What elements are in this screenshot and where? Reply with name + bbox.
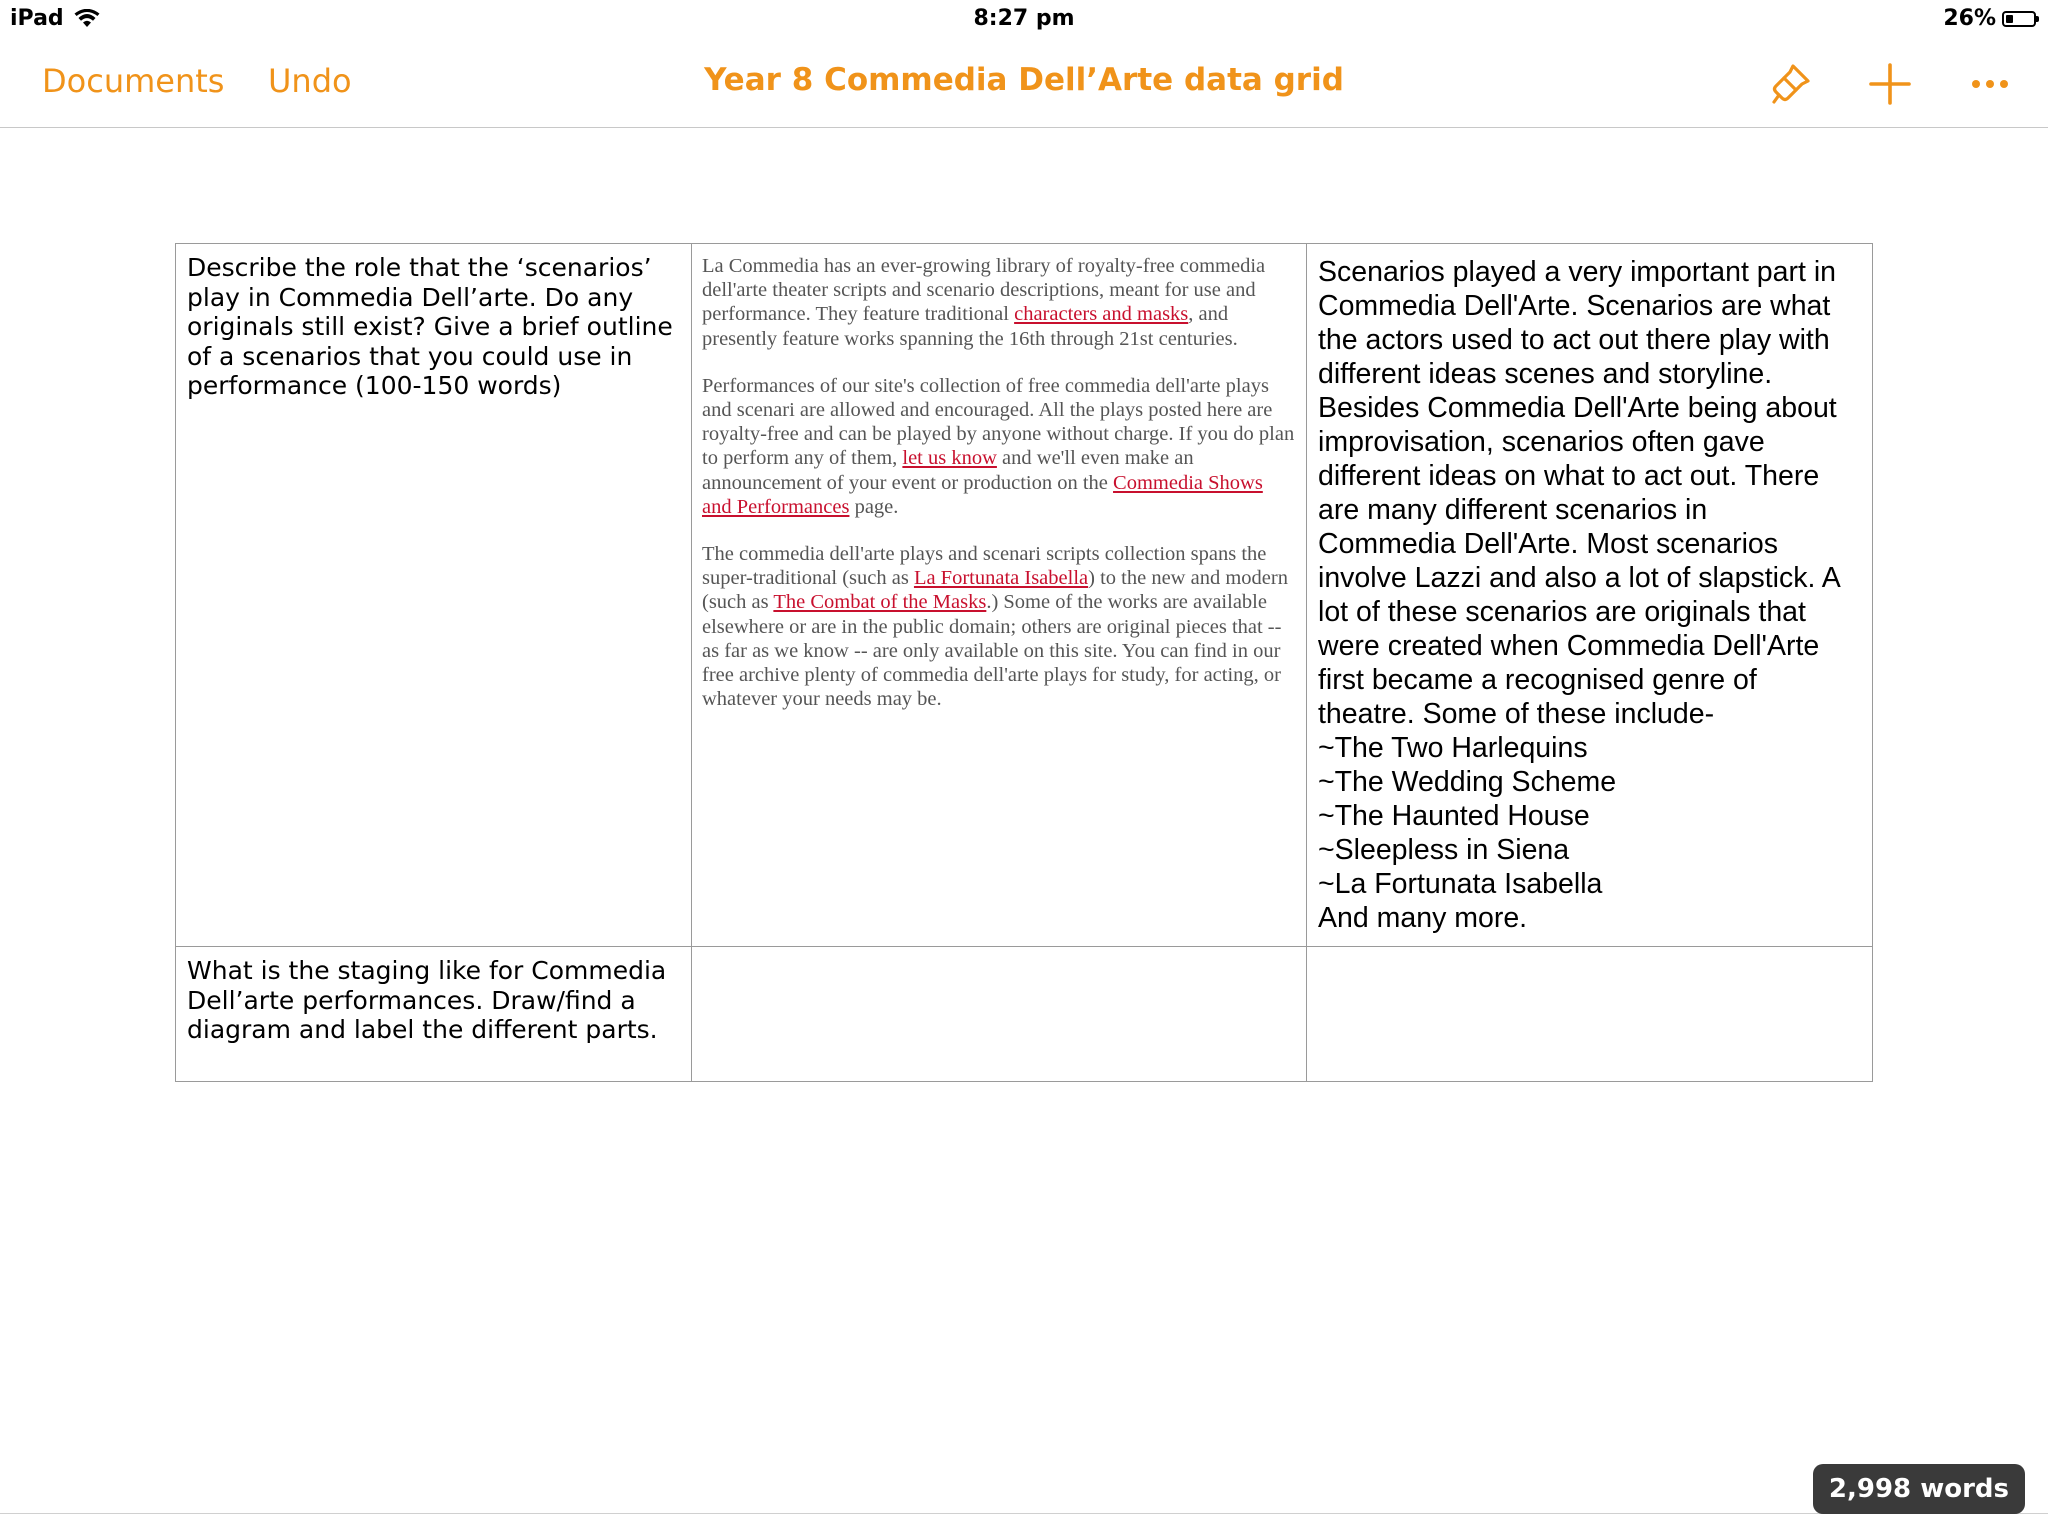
status-right [1943, 6, 2036, 31]
source-text: La Commedia has an ever-growing library of royalty-free commedia dell'arte theater scripts and scenario descriptions, meant for use and performance. They feature traditional [702, 255, 1266, 326]
bottom-divider [0, 1513, 2048, 1514]
answer-text: Scenarios played a very important part in Commedia Dell'Arte. Scenarios are what the actors used to act out there play with different ideas scenes and storyline. Besides Commedia Dell'Arte being about improvisation, scenarios often gave different ideas on what to act out. There are many different scenarios in Commedia Dell'Arte. Most scenarios involve Lazzi and also a lot of slapstick. A lot of these scenarios are originals that were created when Commedia Dell'Arte first became a recognised genre of theatre. Some of these include- ~The Two Harlequins ~The Wedding Scheme ~The Haunted House ~Sleepless in Siena ~La Fortunata Isabella And many more. [1318, 256, 1841, 934]
undo-button[interactable]: Undo [268, 62, 352, 100]
word-count-badge[interactable]: 2,998 words [1813, 1464, 2025, 1514]
source-paragraph [702, 542, 1296, 711]
data-grid-table [175, 243, 1873, 1082]
answer-cell[interactable] [1307, 947, 1873, 1082]
source-text: The commedia dell'arte plays and scenari scripts collection spans the super-traditional (such as [702, 543, 1267, 590]
document-title[interactable]: Year 8 Commedia Dell’Arte data grid [704, 62, 1344, 98]
la-fortunata-isabella-link[interactable]: La Fortunata Isabella [913, 567, 1089, 590]
status-time: 8:27 pm [973, 6, 1075, 31]
source-cell[interactable] [692, 244, 1307, 947]
status-bar [0, 0, 2048, 40]
battery-icon [2002, 11, 2036, 27]
device-label: iPad [10, 6, 64, 31]
question-text: Describe the role that the ‘scenarios’ play in Commedia Dell’arte. Do any originals still exist? Give a brief outline of a scenarios that you could use in performance (100-150 words) [187, 253, 673, 400]
table-row [176, 947, 1873, 1082]
source-text: page. [849, 495, 899, 518]
question-text: What is the staging like for Commedia Dell’arte performances. Draw/find a diagram and label the different parts. [187, 956, 667, 1044]
source-paragraph [702, 254, 1296, 351]
source-text: .) Some of the works are available elsewhere or are in the public domain; others are original pieces that -- as far as we know -- are only available on this site. You can find in our free archive plenty of commedia dell'arte plays for study, for acting, or whatever your needs may be. [702, 591, 1282, 711]
battery-tip [2036, 16, 2039, 22]
commedia-shows-link[interactable]: Commedia Shows and Performances [702, 471, 1263, 518]
combat-of-the-masks-link[interactable]: The Combat of the Masks [773, 591, 987, 614]
paintbrush-icon[interactable] [1766, 60, 1814, 108]
battery-percent: 26% [1943, 6, 1996, 31]
source-cell[interactable] [692, 947, 1307, 1082]
toolbar [0, 40, 2048, 128]
question-cell[interactable] [176, 947, 692, 1082]
source-text: Performances of our site's collection of free commedia dell'arte plays and scenari are allowed and encouraged. All the plays posted here are royalty-free and can be played by anyone without charge. If you do plan to perform any of them, [702, 374, 1295, 470]
more-icon[interactable] [1966, 60, 2014, 108]
characters-and-masks-link[interactable]: characters and masks [1014, 303, 1189, 326]
source-text: and we'll even make an announcement of your event or production on the [702, 447, 1194, 494]
plus-icon[interactable] [1866, 60, 1914, 108]
answer-cell[interactable] [1307, 244, 1873, 947]
table-row [176, 244, 1873, 947]
let-us-know-link[interactable]: let us know [902, 447, 997, 470]
documents-button[interactable]: Documents [42, 62, 225, 100]
source-text: , and presently feature works spanning the 16th through 21st centuries. [702, 303, 1238, 350]
battery-fill [2006, 15, 2013, 23]
source-paragraph [702, 374, 1296, 519]
source-text: ) to the new and modern (such as [702, 567, 1288, 614]
question-cell[interactable] [176, 244, 692, 947]
